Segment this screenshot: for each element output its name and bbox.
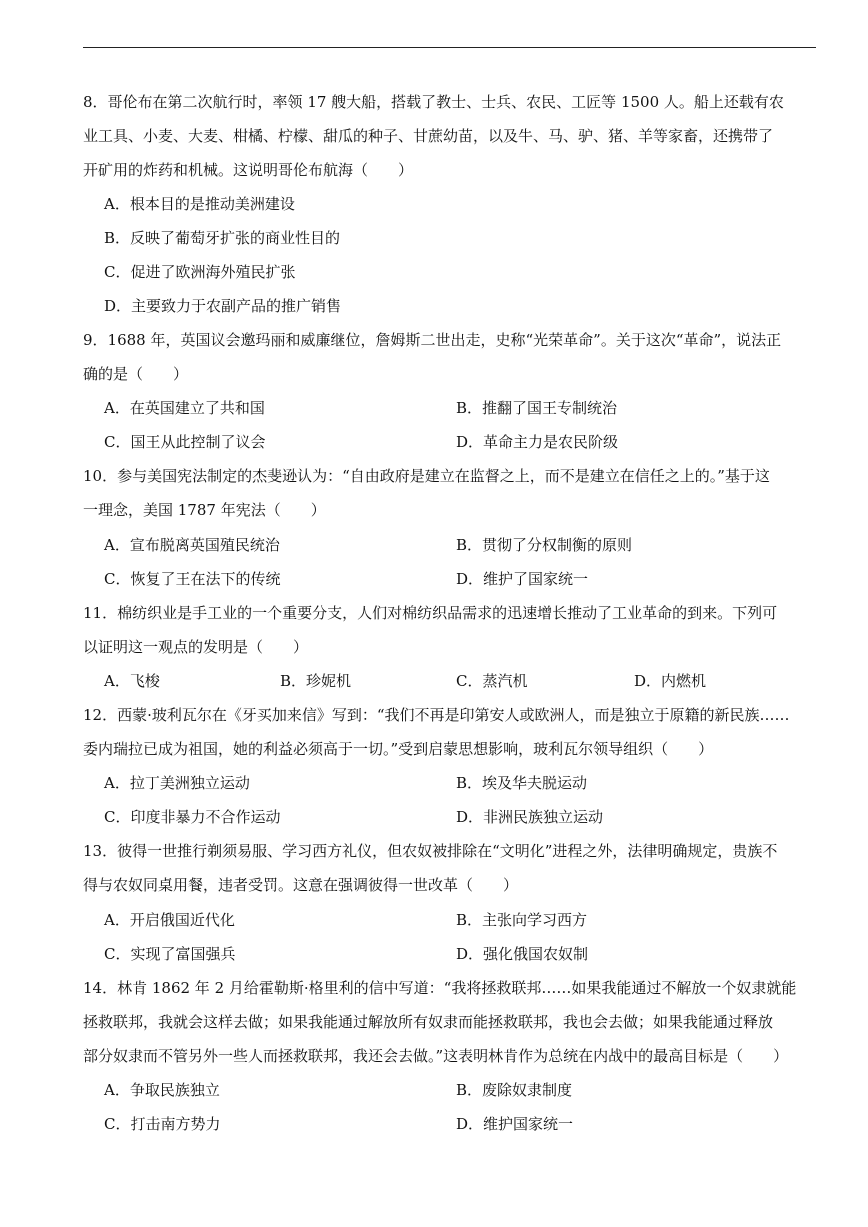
question-10-line-1: 10．参与美国宪法制定的杰斐逊认为：“自由政府是建立在监督之上，而不是建立在信任之上的。”基于这 [83,467,770,485]
question-11-option-a[interactable]: A．飞梭 [104,672,160,690]
question-9-option-a[interactable]: A．在英国建立了共和国 [104,399,265,417]
question-9-option-d[interactable]: D．革命主力是农民阶级 [456,433,619,451]
question-11-line-1: 11．棉纺织业是手工业的一个重要分支，人们对棉纺织品需求的迅速增长推动了工业革命的到来。下列可 [83,604,778,622]
question-8-option-d[interactable]: D．主要致力于农副产品的推广销售 [104,297,342,315]
question-10-option-b[interactable]: B．贯彻了分权制衡的原则 [456,536,633,554]
question-9-option-b[interactable]: B．推翻了国王专制统治 [456,399,618,417]
question-10-option-c[interactable]: C．恢复了王在法下的传统 [104,570,281,588]
question-10-option-d[interactable]: D．维护了国家统一 [456,570,589,588]
question-9-option-c[interactable]: C．国王从此控制了议会 [104,433,266,451]
question-12-option-a[interactable]: A．拉丁美洲独立运动 [104,774,250,792]
question-12-option-d[interactable]: D．非洲民族独立运动 [456,808,604,826]
question-8-option-b[interactable]: B．反映了葡萄牙扩张的商业性目的 [104,229,341,247]
question-11-option-d[interactable]: D．内燃机 [634,672,707,690]
question-11-option-c[interactable]: C．蒸汽机 [456,672,528,690]
header-rule [83,47,816,48]
question-12-line-2: 委内瑞拉已成为祖国，她的利益必须高于一切。”受到启蒙思想影响，玻利瓦尔领导组织（ ） [83,740,714,758]
question-9-line-2: 确的是（ ） [83,365,189,383]
question-13-option-a[interactable]: A．开启俄国近代化 [104,911,235,929]
question-13-option-c[interactable]: C．实现了富国强兵 [104,945,236,963]
question-12-line-1: 12．西蒙·玻利瓦尔在《牙买加来信》写到：“我们不再是印第安人或欧洲人，而是独立于原籍的新民族…… [83,706,790,724]
question-10-option-a[interactable]: A．宣布脱离英国殖民统治 [104,536,280,554]
question-13-option-b[interactable]: B．主张向学习西方 [456,911,588,929]
question-8-line-1: 8．哥伦布在第二次航行时，率领 17 艘大船，搭载了教士、士兵、农民、工匠等 1500 人。船上还载有农 [83,93,784,111]
question-13-line-1: 13．彼得一世推行剃须易服、学习西方礼仪，但农奴被排除在“文明化”进程之外，法律明确规定，贵族不 [83,842,778,860]
question-10-line-2: 一理念，美国 1787 年宪法（ ） [83,501,326,519]
question-11-line-2: 以证明这一观点的发明是（ ） [83,638,309,656]
question-14-option-b[interactable]: B．废除奴隶制度 [456,1081,573,1099]
question-11-option-b[interactable]: B．珍妮机 [280,672,352,690]
question-14-option-a[interactable]: A．争取民族独立 [104,1081,220,1099]
question-14-line-2: 拯救联邦，我就会这样去做；如果我能通过解放所有奴隶而能拯救联邦，我也会去做；如果我能通过释放 [83,1013,774,1031]
question-9-line-1: 9．1688 年，英国议会邀玛丽和威廉继位，詹姆斯二世出走，史称“光荣革命”。关于这次“革命”，说法正 [83,331,782,349]
question-8-option-c[interactable]: C．促进了欧洲海外殖民扩张 [104,263,296,281]
question-14-line-3: 部分奴隶而不管另外一些人而拯救联邦，我还会去做。”这表明林肯作为总统在内战中的最高目标是（ ） [83,1047,789,1065]
question-8-option-a[interactable]: A．根本目的是推动美洲建设 [104,195,295,213]
question-14-option-d[interactable]: D．维护国家统一 [456,1115,574,1133]
question-13-line-2: 得与农奴同桌用餐，违者受罚。这意在强调彼得一世改革（ ） [83,876,519,894]
question-12-option-b[interactable]: B．埃及华夫脱运动 [456,774,588,792]
question-13-option-d[interactable]: D．强化俄国农奴制 [456,945,589,963]
question-12-option-c[interactable]: C．印度非暴力不合作运动 [104,808,281,826]
question-14-option-c[interactable]: C．打击南方势力 [104,1115,221,1133]
question-8-line-2: 业工具、小麦、大麦、柑橘、柠檬、甜瓜的种子、甘蔗幼苗，以及牛、马、驴、猪、羊等家畜，还携带了 [83,127,774,145]
question-8-line-3: 开矿用的炸药和机械。这说明哥伦布航海（ ） [83,161,414,179]
question-14-line-1: 14．林肯 1862 年 2 月给霍勒斯·格里利的信中写道：“我将拯救联邦……如果我能通过不解放一个奴隶就能 [83,979,797,997]
